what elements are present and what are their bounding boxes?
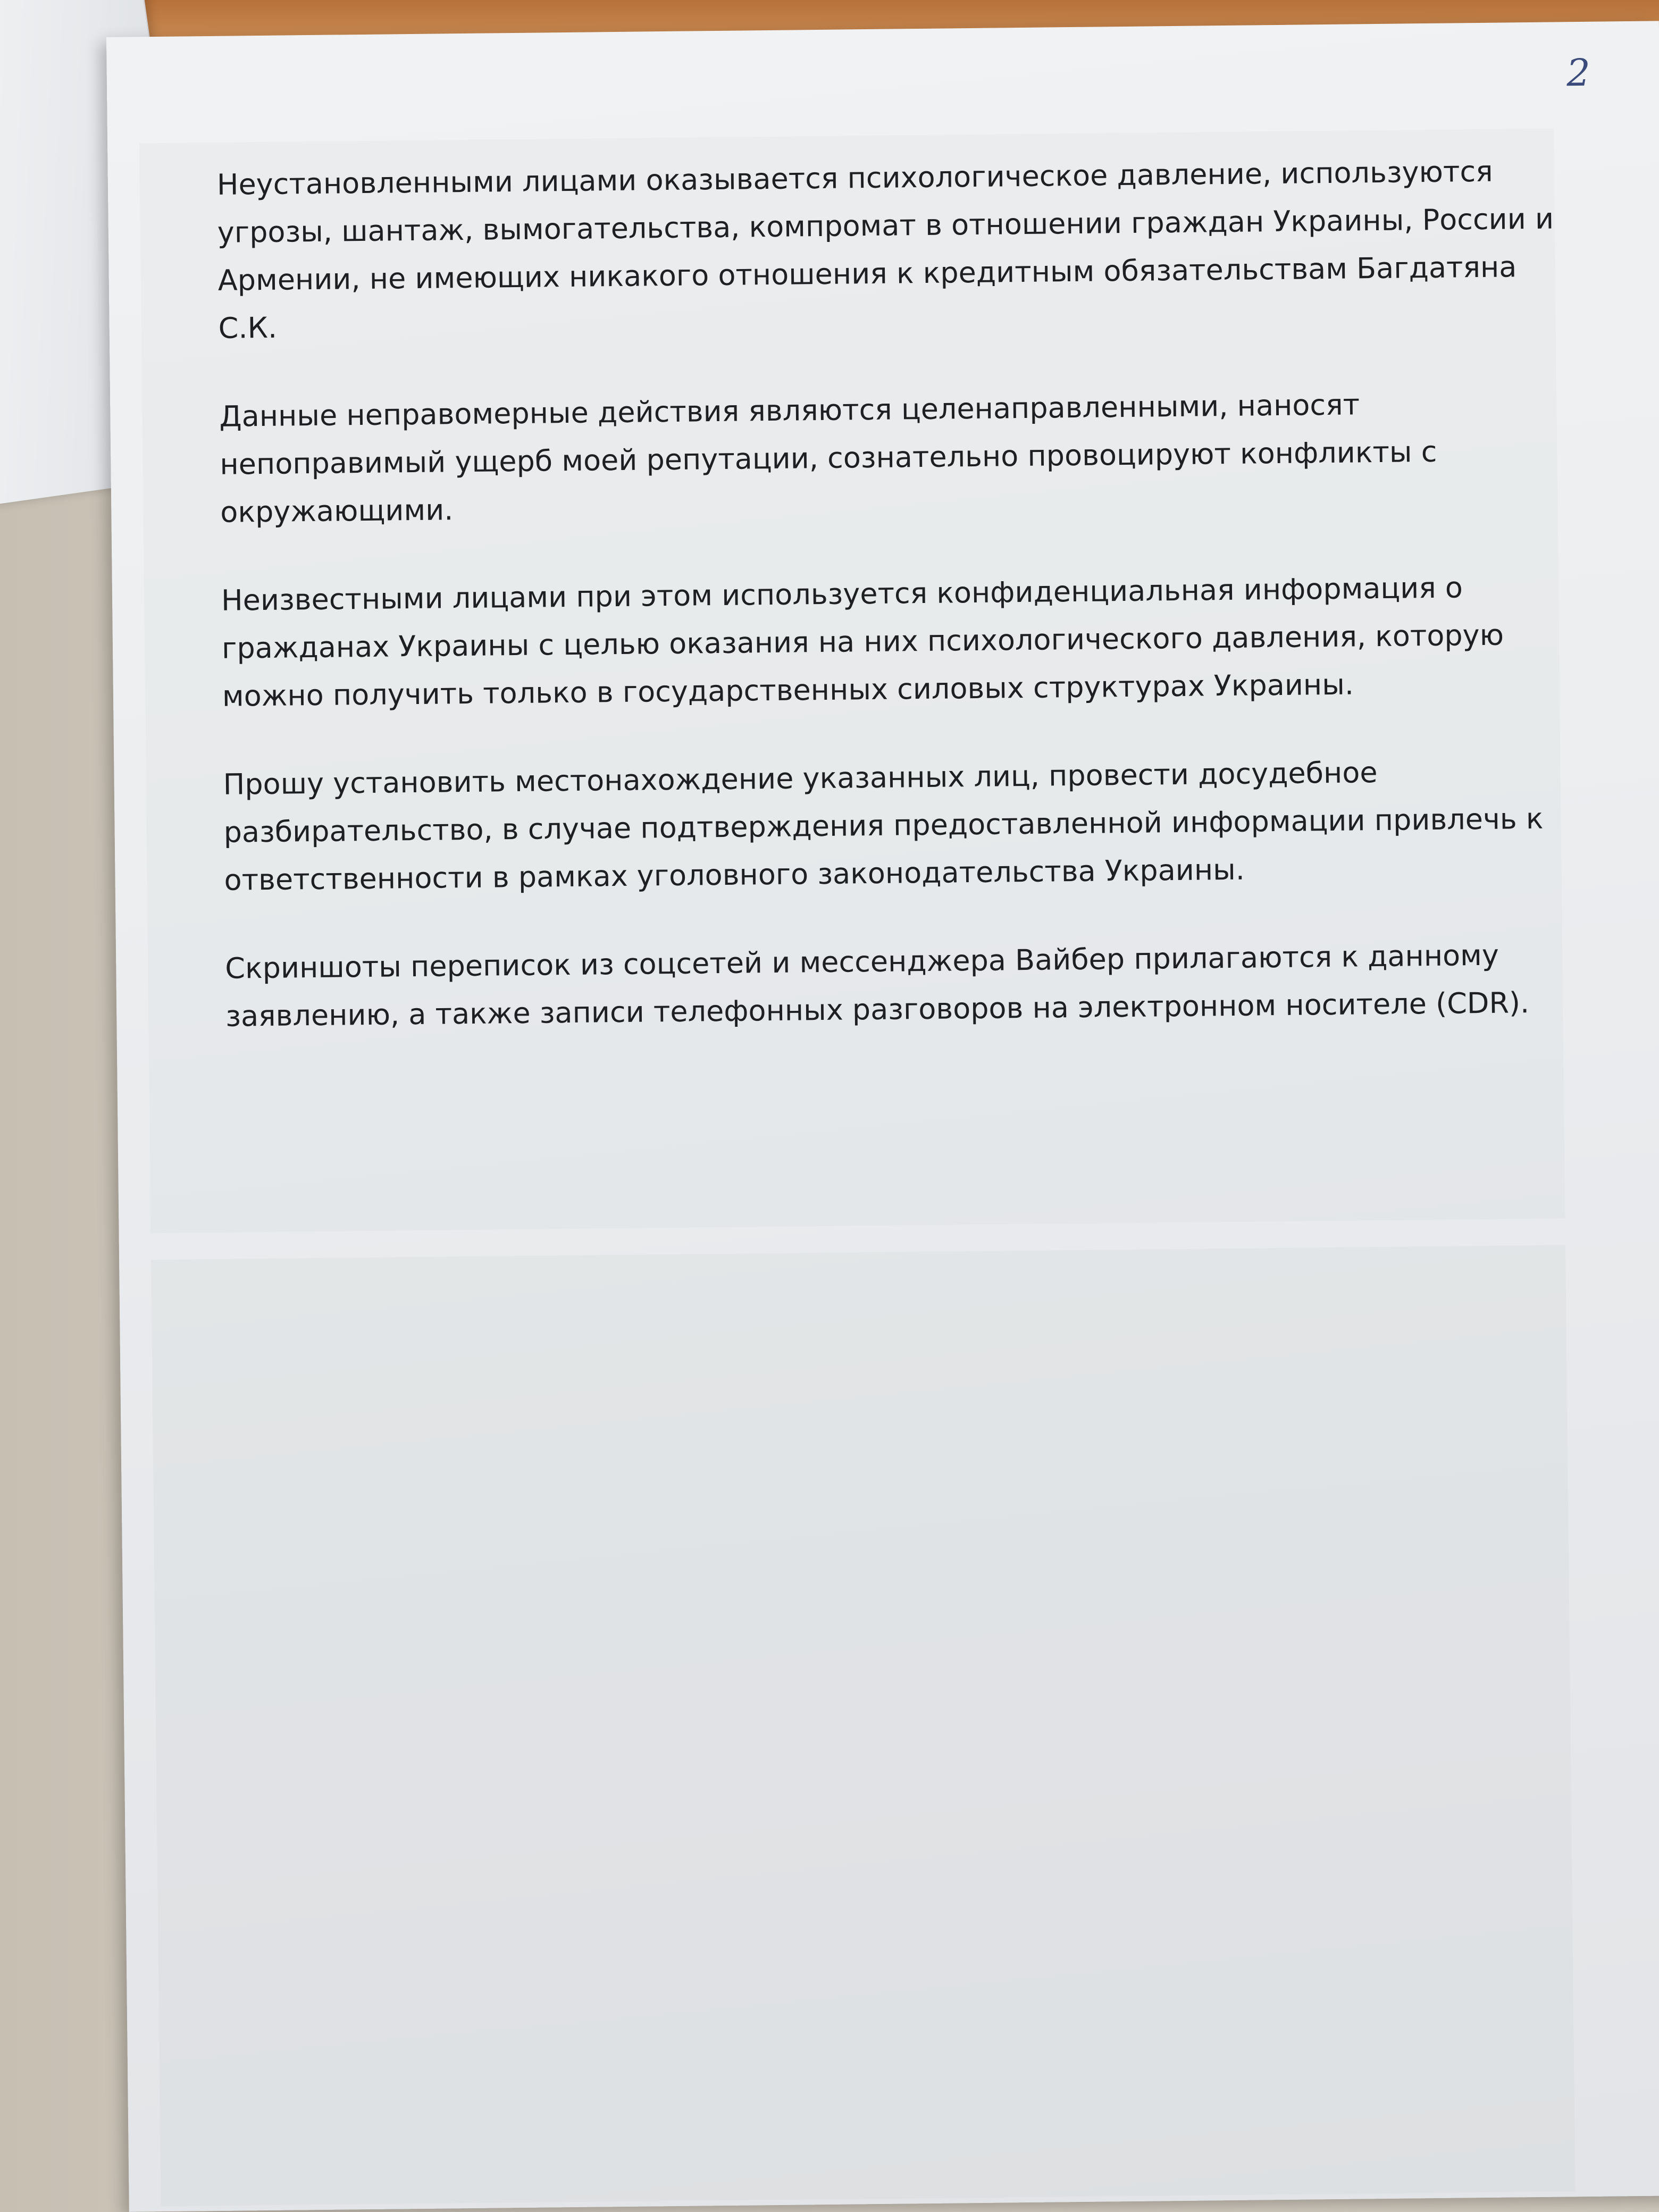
document-page	[106, 21, 1659, 2211]
paragraph-attachments: Скриншоты переписок из соцсетей и мессенджера Вайбер прилагаются к данному заявлению, а также записи телефонных разговоров на электронном носителе (CDR).	[225, 938, 1530, 1033]
document-body	[216, 147, 1571, 1080]
paragraph-damage: Данные неправомерные действия являются целенаправленными, наносят непоправимый ущерб моей репутации, сознательно провоцируют конфликты с окружающими.	[219, 388, 1437, 529]
paragraph-pressure: Неустановленными лицами оказывается психологическое давление, используются угрозы, шантаж, вымогательства, компромат в отношении граждан Украины, России и Армении, не имеющих никакого отношения к кредитным обязательствам Багдатяна С.К.	[216, 154, 1554, 345]
paragraph-confidential-info: Неизвестными лицами при этом используется конфиденциальная информация о гражданах Украины с целью оказания на них психологического давления, которую можно получить только в государственных силовых структурах Украины.	[221, 571, 1504, 713]
handwritten-page-number: 2	[1566, 51, 1591, 95]
printed-area-shade-bottom	[151, 1245, 1575, 2206]
paragraph-request: Прошу установить местонахождение указанных лиц, провести досудебное разбирательство, в случае подтверждения предоставленной информации привлечь к ответственности в рамках уголовного законодательства Украины.	[223, 756, 1544, 897]
